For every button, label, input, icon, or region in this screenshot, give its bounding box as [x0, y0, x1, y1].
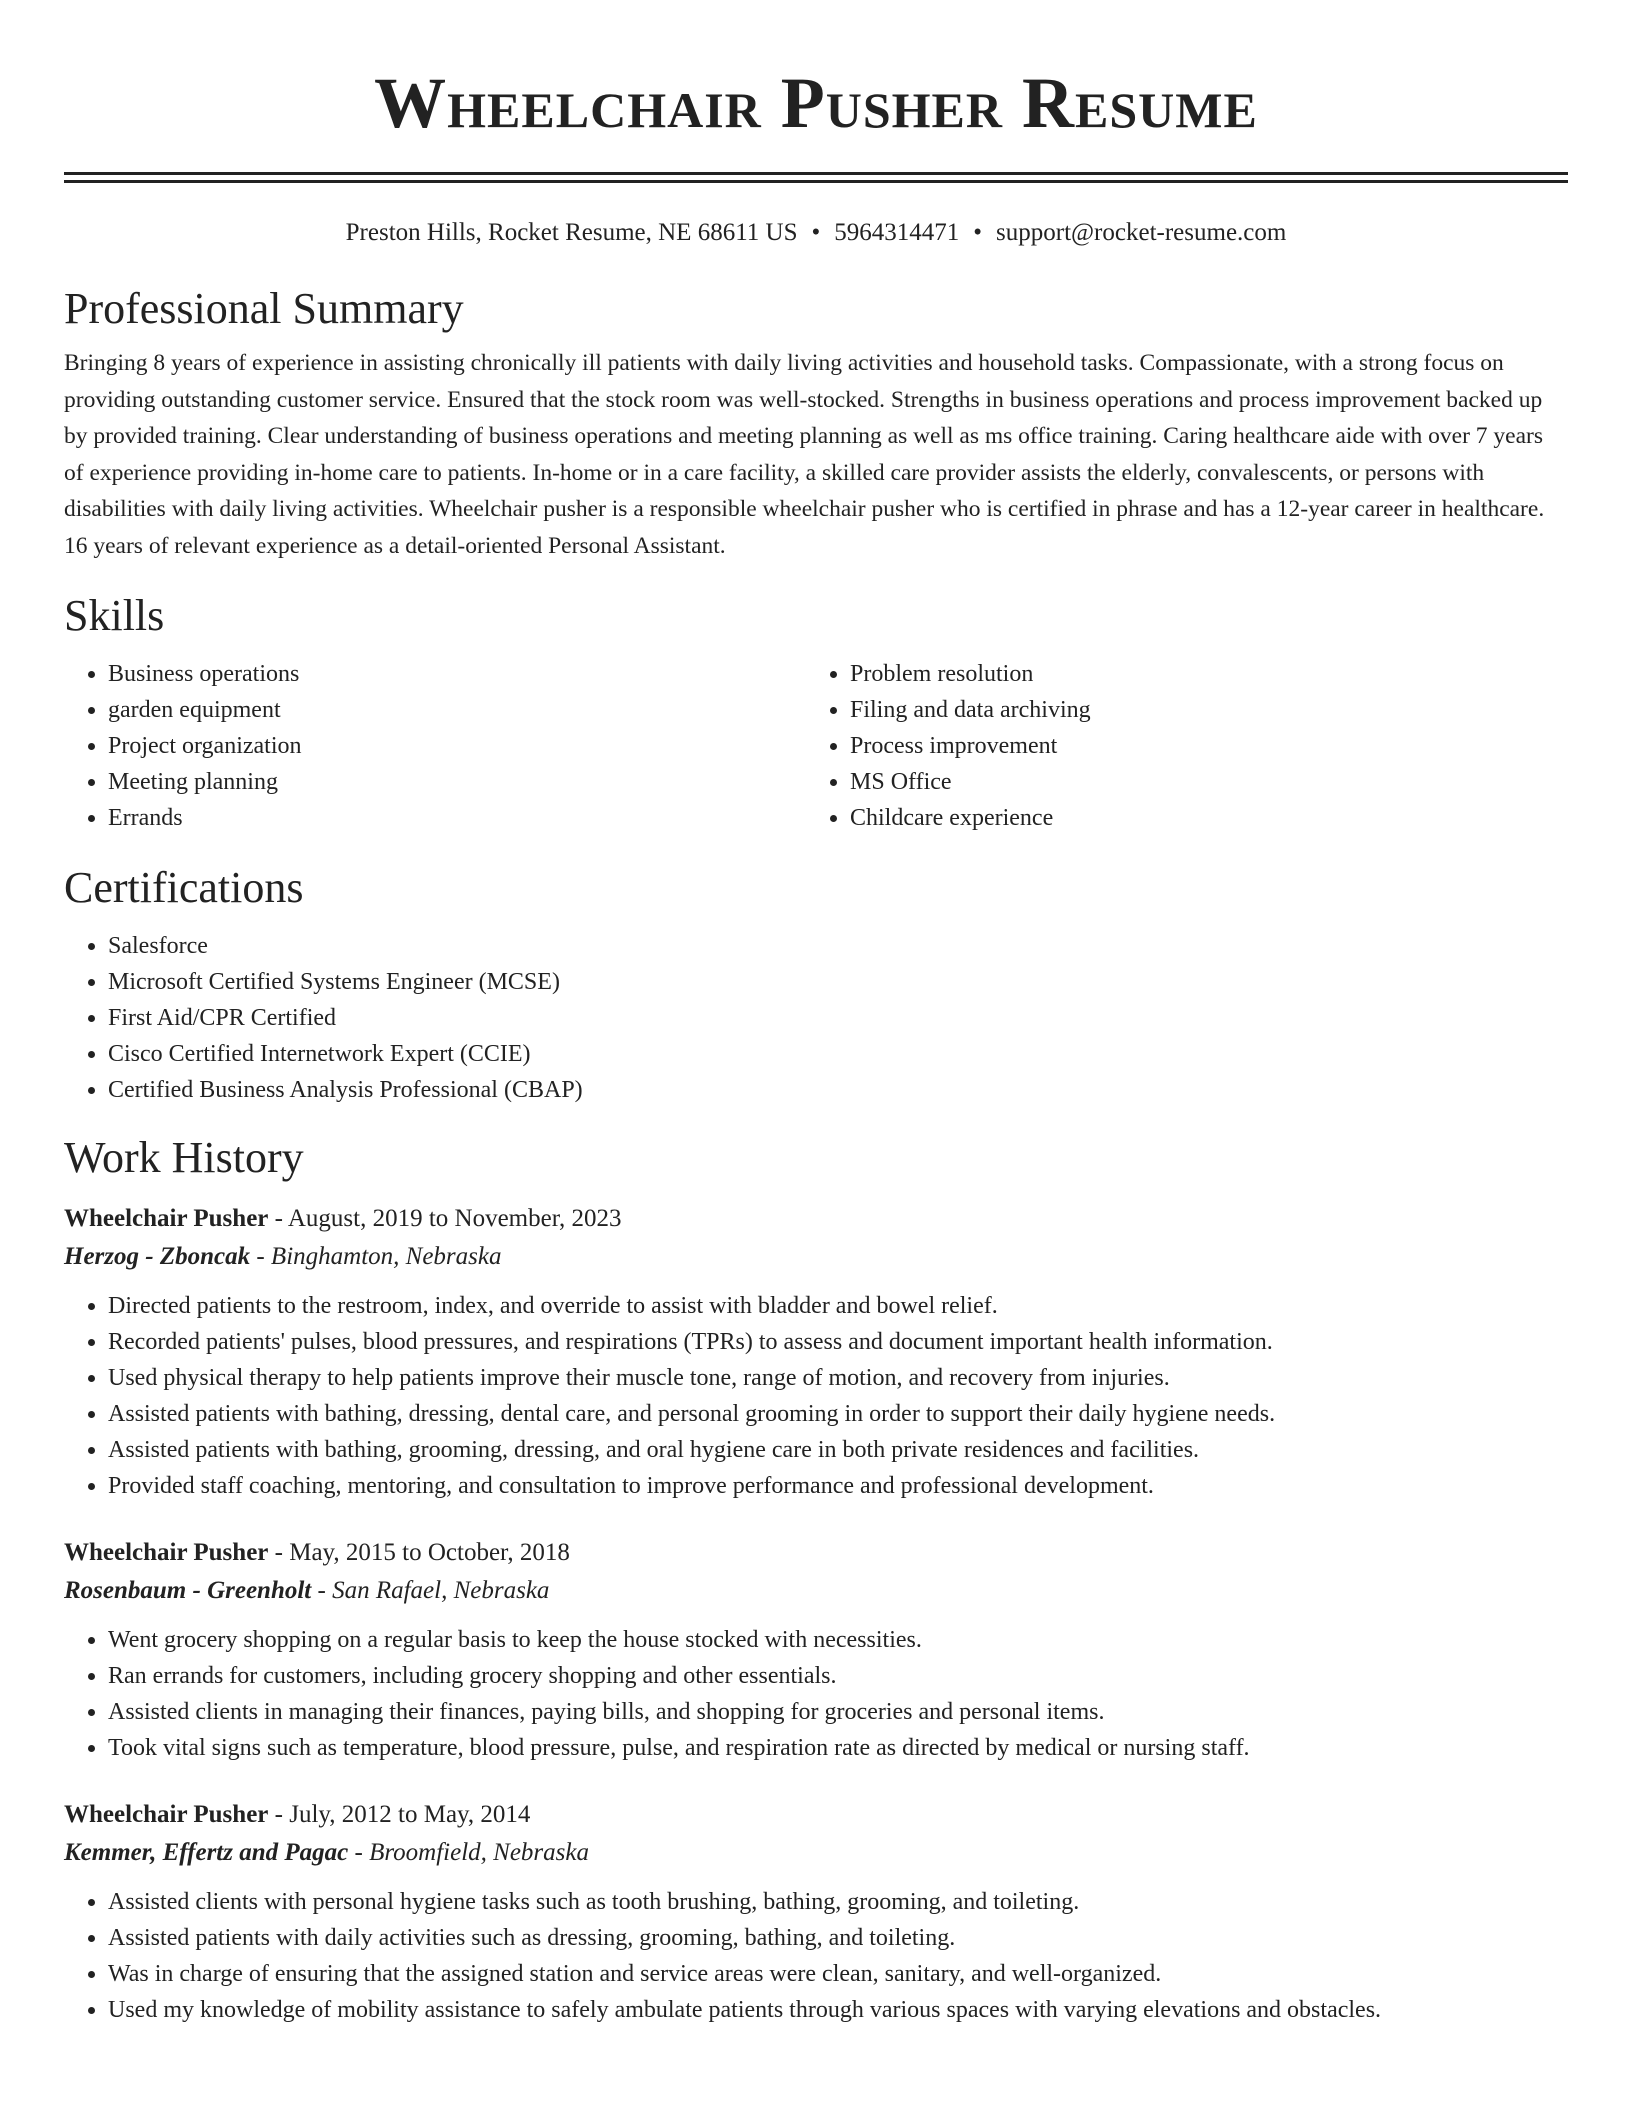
job-location: - San Rafael, Nebraska	[311, 1577, 550, 1604]
title-double-rule	[64, 172, 1568, 183]
job-company: Kemmer, Effertz and Pagac	[64, 1839, 349, 1866]
certifications-section	[64, 862, 1568, 1108]
job-duty-item: • Directed patients to the restroom, index, and override to assist with bladder and bowel relief.	[108, 1288, 1568, 1324]
job-header	[64, 1796, 1568, 1834]
job-title: Wheelchair Pusher	[64, 1539, 269, 1566]
skill-item: • Errands	[108, 800, 806, 836]
contact-address: Preston Hills, Rocket Resume, NE 68611 US	[345, 219, 798, 246]
skills-list-left	[64, 656, 806, 836]
skill-item: • Process improvement	[850, 728, 1548, 764]
job-header	[64, 1200, 1568, 1238]
job-duty-item: • Assisted patients with bathing, dressing, dental care, and personal grooming in order to support their daily hygiene needs.	[108, 1396, 1568, 1432]
certification-item: • Certified Business Analysis Professional (CBAP)	[108, 1072, 1568, 1108]
job-duty-item: • Used physical therapy to help patients improve their muscle tone, range of motion, and recovery from injuries.	[108, 1360, 1568, 1396]
certification-item: • Cisco Certified Internetwork Expert (CCIE)	[108, 1036, 1568, 1072]
skill-item: • Childcare experience	[850, 800, 1548, 836]
contact-separator: •	[973, 219, 983, 246]
job-entry	[64, 1796, 1568, 2028]
work-history-heading: Work History	[64, 1133, 304, 1182]
summary-text: Bringing 8 years of experience in assisting chronically ill patients with daily living activities and household tasks. Compassionate, with a strong focus on providing outstanding customer service. Ensured that the stock room was well-stocked. Strengths in business operations and process improvement backed up by provided training. Clear understanding of business operations and meeting planning as well as ms office training. Caring healthcare aide with over 7 years of experience providing in-home care to patients. In-home or in a care facility, a skilled care provider assists the elderly, convalescents, or persons with disabilities with daily living activities. Wheelchair pusher is a responsible wheelchair pusher who is certified in phrase and has a 12-year career in healthcare. 16 years of relevant experience as a detail-oriented Personal Assistant.	[64, 350, 1545, 559]
certifications-list	[64, 928, 1568, 1108]
skill-item: • Business operations	[108, 656, 806, 692]
resume-title: Wheelchair Pusher Resume	[374, 63, 1258, 143]
job-duties-list	[64, 1884, 1568, 2028]
skills-column-left	[64, 656, 806, 836]
skills-heading: Skills	[64, 591, 165, 640]
job-duty-item: • Went grocery shopping on a regular basis to keep the house stocked with necessities.	[108, 1622, 1568, 1658]
job-duties-list	[64, 1622, 1568, 1766]
contact-phone: 5964314471	[834, 219, 960, 246]
skills-grid	[64, 656, 1568, 836]
skill-item: • Problem resolution	[850, 656, 1548, 692]
job-duty-item: • Used my knowledge of mobility assistance to safely ambulate patients through various spaces with varying elevations and obstacles.	[108, 1992, 1568, 2028]
job-employer	[64, 1572, 1568, 1610]
skill-item: • Project organization	[108, 728, 806, 764]
job-duty-item: • Recorded patients' pulses, blood pressures, and respirations (TPRs) to assess and document important health information.	[108, 1324, 1568, 1360]
skills-column-right	[806, 656, 1548, 836]
job-location: - Broomfield, Nebraska	[348, 1839, 589, 1866]
certification-item: • Salesforce	[108, 928, 1568, 964]
certification-item: • First Aid/CPR Certified	[108, 1000, 1568, 1036]
skills-list-right	[806, 656, 1548, 836]
job-duty-item: • Assisted clients with personal hygiene tasks such as tooth brushing, bathing, grooming, and toileting.	[108, 1884, 1568, 1920]
job-dates: - May, 2015 to October, 2018	[268, 1539, 570, 1566]
contact-email: support@rocket-resume.com	[996, 219, 1287, 246]
job-company: Rosenbaum - Greenholt	[64, 1577, 312, 1604]
skill-item: • Meeting planning	[108, 764, 806, 800]
job-title: Wheelchair Pusher	[64, 1205, 269, 1232]
job-location: - Binghamton, Nebraska	[250, 1243, 502, 1270]
job-title: Wheelchair Pusher	[64, 1801, 269, 1828]
job-duty-item: • Ran errands for customers, including grocery shopping and other essentials.	[108, 1658, 1568, 1694]
job-employer	[64, 1834, 1568, 1872]
job-duty-item: • Assisted patients with bathing, grooming, dressing, and oral hygiene care in both private residences and facilities.	[108, 1432, 1568, 1468]
job-dates: - August, 2019 to November, 2023	[268, 1205, 622, 1232]
summary-section	[64, 283, 1568, 564]
contact-separator: •	[811, 219, 821, 246]
job-company: Herzog - Zboncak	[64, 1243, 251, 1270]
job-employer	[64, 1238, 1568, 1276]
job-duty-item: • Assisted clients in managing their finances, paying bills, and shopping for groceries and personal items.	[108, 1694, 1568, 1730]
summary-heading: Professional Summary	[64, 284, 464, 333]
job-duty-item: • Was in charge of ensuring that the assigned station and service areas were clean, sanitary, and well-organized.	[108, 1956, 1568, 1992]
contact-line	[64, 217, 1568, 249]
skill-item: • Filing and data archiving	[850, 692, 1548, 728]
job-entry	[64, 1200, 1568, 1504]
certification-item: • Microsoft Certified Systems Engineer (MCSE)	[108, 964, 1568, 1000]
job-duty-item: • Took vital signs such as temperature, blood pressure, pulse, and respiration rate as directed by medical or nursing staff.	[108, 1730, 1568, 1766]
resume-page	[64, 0, 1568, 2028]
job-header	[64, 1534, 1568, 1572]
job-dates: - July, 2012 to May, 2014	[268, 1801, 531, 1828]
job-duty-item: • Provided staff coaching, mentoring, and consultation to improve performance and professional development.	[108, 1468, 1568, 1504]
job-entry	[64, 1534, 1568, 1766]
skills-section	[64, 590, 1568, 836]
certifications-heading: Certifications	[64, 863, 304, 912]
skill-item: • garden equipment	[108, 692, 806, 728]
job-duties-list	[64, 1288, 1568, 1504]
job-duty-item: • Assisted patients with daily activities such as dressing, grooming, bathing, and toileting.	[108, 1920, 1568, 1956]
skill-item: • MS Office	[850, 764, 1548, 800]
work-history-section	[64, 1132, 1568, 2028]
